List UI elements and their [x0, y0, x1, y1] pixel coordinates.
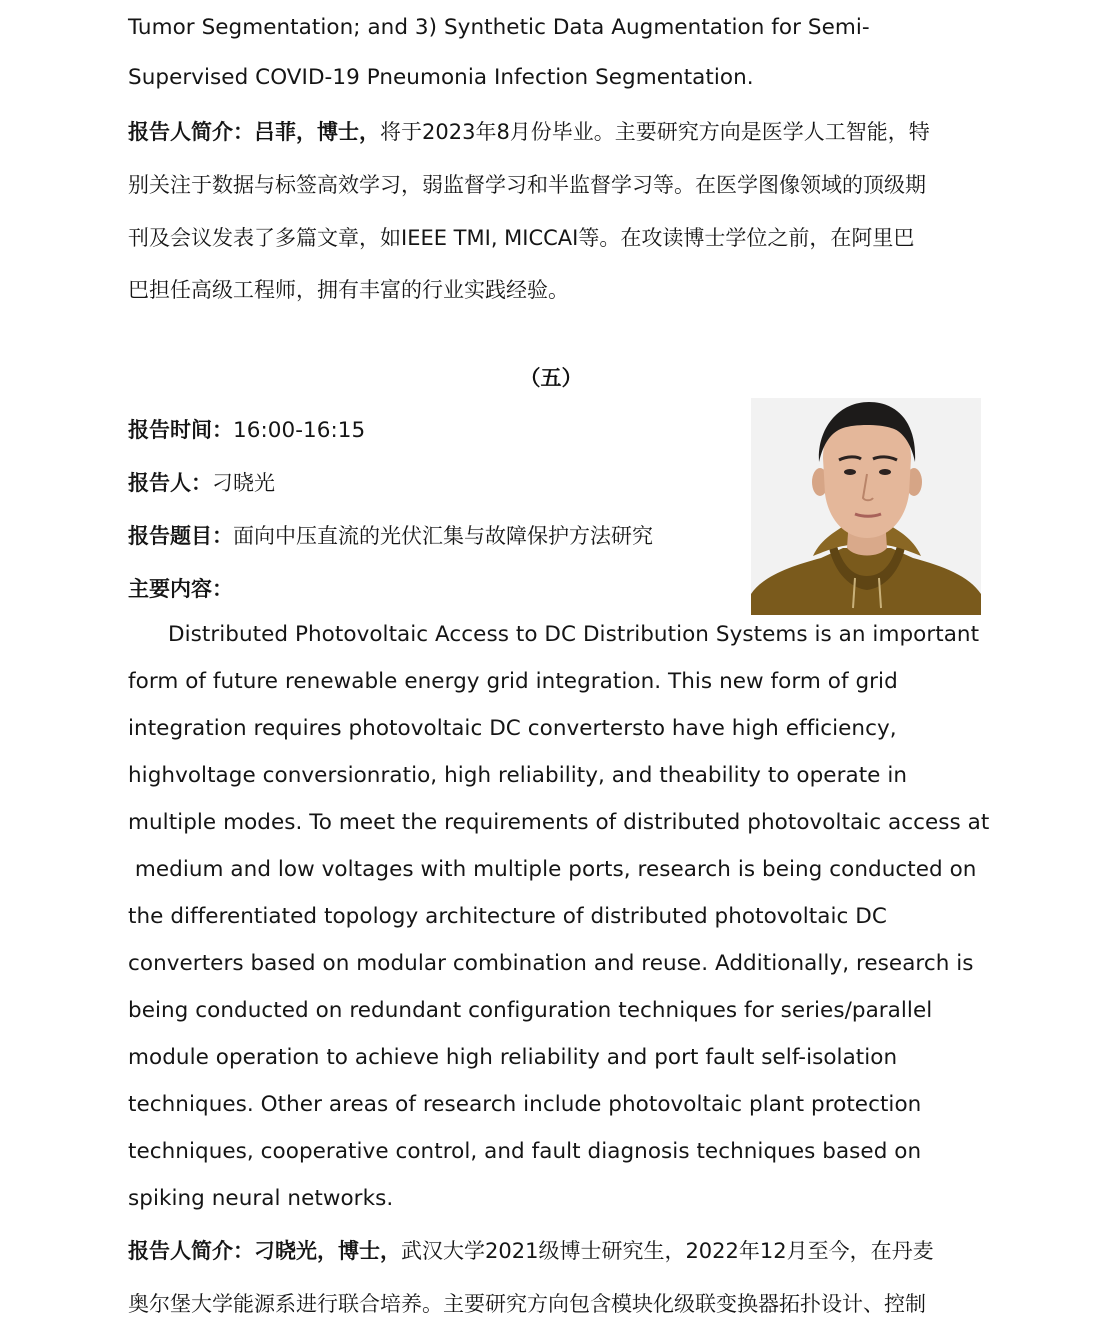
prev-bio-line-4: 巴担任高级工程师，拥有丰富的行业实践经验。 — [128, 278, 569, 302]
abstract-line: integration requires photovoltaic DC convertersto have high efficiency, — [128, 716, 897, 741]
prev-bio-line-3: 刊及会议发表了多篇文章，如IEEE TMI, MICCAI等。在攻读博士学位之前，在阿里巴 — [128, 226, 915, 250]
prev-bio-line-2: 别关注于数据与标签高效学习，弱监督学习和半监督学习等。在医学图像领域的顶级期 — [128, 173, 926, 197]
bio-label: 报告人简介： — [128, 1239, 254, 1263]
abstract-line: spiking neural networks. — [128, 1186, 394, 1211]
content-label — [128, 575, 233, 603]
abstract-line: converters based on modular combination and reuse. Additionally, research is — [128, 951, 974, 976]
speaker-name: 刁晓光 — [212, 471, 275, 495]
prev-bio-text: 将于2023年8月份毕业。主要研究方向是医学人工智能，特 — [380, 120, 930, 144]
abstract-line: highvoltage conversionratio, high reliability, and theability to operate in — [128, 763, 908, 788]
abstract-line: the differentiated topology architecture of distributed photovoltaic DC — [128, 904, 887, 929]
talk-time-label: 报告时间： — [128, 418, 233, 442]
talk-title-row — [128, 522, 653, 550]
talk-title-value: 面向中压直流的光伏汇集与故障保护方法研究 — [233, 524, 653, 548]
abstract-line: form of future renewable energy grid integration. This new form of grid — [128, 669, 898, 694]
talk-title-label: 报告题目： — [128, 524, 233, 548]
prev-abstract-line-2: Supervised COVID-19 Pneumonia Infection Segmentation. — [128, 65, 754, 90]
talk-time-row — [128, 416, 365, 445]
bio-line-2: 奥尔堡大学能源系进行联合培养。主要研究方向包含模块化级联变换器拓扑设计、控制 — [128, 1292, 926, 1316]
speaker-portrait-image — [751, 398, 981, 615]
abstract-line: techniques. Other areas of research include photovoltaic plant protection — [128, 1092, 922, 1117]
section-heading: （五） — [519, 366, 583, 390]
speaker-photo — [751, 398, 981, 615]
abstract-line: medium and low voltages with multiple ports, research is being conducted on — [128, 857, 977, 882]
talk-time-value: 16:00-16:15 — [233, 418, 366, 443]
prev-bio-line-1 — [128, 118, 930, 146]
bio-name: 刁晓光，博士， — [254, 1239, 401, 1263]
prev-bio-label: 报告人简介： — [128, 120, 254, 144]
abstract-line: module operation to achieve high reliability and port fault self-isolation — [128, 1045, 898, 1070]
content-label-text: 主要内容： — [128, 577, 233, 601]
bio-text: 武汉大学2021级博士研究生，2022年12月至今，在丹麦 — [401, 1239, 934, 1263]
abstract-line: being conducted on redundant configuration techniques for series/parallel — [128, 998, 933, 1023]
prev-abstract-line-1: Tumor Segmentation; and 3) Synthetic Data Augmentation for Semi- — [128, 15, 870, 40]
speaker-row — [128, 469, 275, 497]
bio-line-1 — [128, 1237, 934, 1265]
speaker-label: 报告人： — [128, 471, 212, 495]
abstract-line: Distributed Photovoltaic Access to DC Distribution Systems is an important — [168, 622, 980, 647]
prev-bio-name: 吕菲，博士， — [254, 120, 380, 144]
abstract-line: multiple modes. To meet the requirements of distributed photovoltaic access at — [128, 810, 990, 835]
abstract-line: techniques, cooperative control, and fault diagnosis techniques based on — [128, 1139, 922, 1164]
